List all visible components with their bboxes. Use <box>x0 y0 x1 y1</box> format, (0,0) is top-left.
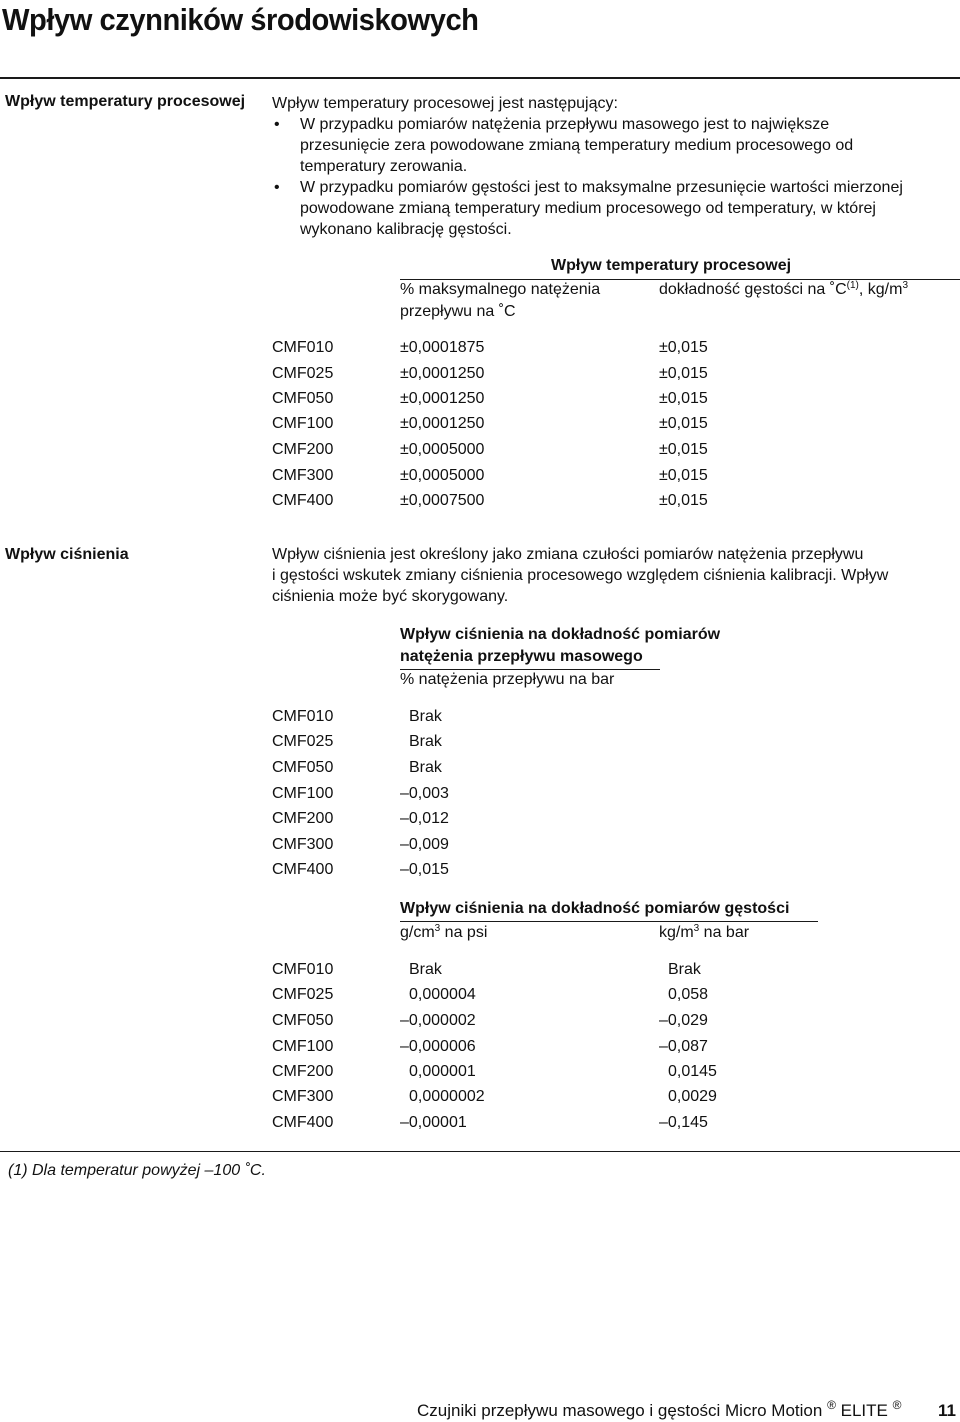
table-cell-value: –0,015 <box>400 861 449 878</box>
temperature-section-label: Wpływ temperatury procesowej <box>5 93 246 110</box>
table-cell-model: CMF200 <box>272 1063 334 1080</box>
pressure-description-line2: i gęstości wskutek zmiany ciśnienia procesowego względem ciśnienia kalibracji. Wpływ <box>272 567 889 584</box>
unit-exponent: 3 <box>902 280 909 291</box>
temperature-table-col-density-header <box>659 281 908 299</box>
table-cell-density: ±0,015 <box>659 467 708 484</box>
pressure-flow-table-rule <box>400 669 660 670</box>
table-cell-model: CMF200 <box>272 441 334 458</box>
pressure-density-table-title: Wpływ ciśnienia na dokładność pomiarów gęstości <box>400 900 790 917</box>
footnote-ref: (1) <box>846 280 859 291</box>
temperature-table-rule <box>400 279 960 280</box>
table-cell-kgm: 0,0029 <box>668 1088 717 1105</box>
table-cell-gcm: 0,000001 <box>409 1063 476 1080</box>
table-cell-density: ±0,015 <box>659 441 708 458</box>
pressure-flow-table-col-header: % natężenia przepływu na bar <box>400 671 615 688</box>
footer-text: Czujniki przepływu masowego i gęstości Micro Motion <box>417 1401 823 1420</box>
page-title: Wpływ czynników środowiskowych <box>2 2 479 37</box>
temperature-table-col-density-text: dokładność gęstości na ˚C <box>659 281 847 298</box>
table-cell-density: ±0,015 <box>659 339 708 356</box>
table-cell-flow: ±0,0007500 <box>400 492 485 509</box>
table-cell-value: Brak <box>409 708 442 725</box>
table-cell-model: CMF100 <box>272 415 334 432</box>
table-cell-flow: ±0,0005000 <box>400 467 485 484</box>
table-cell-kgm: –0,145 <box>659 1114 708 1131</box>
table-cell-gcm: 0,0000002 <box>409 1088 485 1105</box>
temperature-bullet-list <box>272 114 932 240</box>
table-cell-flow: ±0,0001250 <box>400 365 485 382</box>
pressure-density-col-gcm-header <box>400 924 487 942</box>
table-cell-model: CMF010 <box>272 961 334 978</box>
temperature-description <box>272 93 932 240</box>
table-cell-gcm: –0,000006 <box>400 1038 476 1055</box>
table-cell-density: ±0,015 <box>659 415 708 432</box>
table-cell-model: CMF025 <box>272 986 334 1003</box>
table-cell-value: Brak <box>409 733 442 750</box>
table-cell-model: CMF100 <box>272 785 334 802</box>
page-footer <box>417 1398 902 1421</box>
temperature-bullet-density: • W przypadku pomiarów gęstości jest to maksymalne przesunięcie wartości mierzonej powodowane zmianą temperatury medium procesowego od temperatury, w której wykonano kalibrację gęstości. <box>272 177 932 240</box>
pressure-description-line3: ciśnienia może być skorygowany. <box>272 588 509 605</box>
table-cell-model: CMF025 <box>272 365 334 382</box>
table-cell-model: CMF050 <box>272 390 334 407</box>
table-cell-model: CMF010 <box>272 708 334 725</box>
table-cell-model: CMF300 <box>272 836 334 853</box>
table-cell-kgm: Brak <box>668 961 701 978</box>
table-cell-model: CMF400 <box>272 861 334 878</box>
table-cell-gcm: 0,000004 <box>409 986 476 1003</box>
registered-mark: ® <box>892 1398 902 1412</box>
table-cell-value: –0,012 <box>400 810 449 827</box>
table-cell-model: CMF200 <box>272 810 334 827</box>
table-cell-gcm: –0,00001 <box>400 1114 467 1131</box>
pressure-description-line1: Wpływ ciśnienia jest określony jako zmiana czułości pomiarów natężenia przepływu <box>272 546 864 563</box>
footnote-rule <box>0 1151 960 1152</box>
table-cell-value: –0,009 <box>400 836 449 853</box>
table-cell-gcm: Brak <box>409 961 442 978</box>
unit-exponent: 3 <box>693 923 700 934</box>
page-number: 11 <box>938 1401 956 1420</box>
table-cell-flow: ±0,0001875 <box>400 339 485 356</box>
unit-exponent: 3 <box>434 923 441 934</box>
temperature-table-col-flow-header-line1: % maksymalnego natężenia <box>400 281 601 298</box>
table-cell-model: CMF025 <box>272 733 334 750</box>
unit-text: na psi <box>440 924 488 941</box>
footnote: (1) Dla temperatur powyżej –100 ˚C. <box>8 1162 266 1179</box>
table-cell-model: CMF400 <box>272 1114 334 1131</box>
table-cell-value: Brak <box>409 759 442 776</box>
temperature-table-col-flow-header-line2: przepływu na ˚C <box>400 303 516 320</box>
title-rule <box>0 77 960 79</box>
footer-brand: ELITE <box>840 1401 888 1420</box>
temperature-table-col-density-unit: , kg/m <box>858 281 903 298</box>
table-cell-model: CMF400 <box>272 492 334 509</box>
table-cell-flow: ±0,0001250 <box>400 415 485 432</box>
table-cell-kgm: 0,058 <box>668 986 709 1003</box>
registered-mark: ® <box>827 1398 836 1412</box>
temperature-table-title: Wpływ temperatury procesowej <box>551 257 792 274</box>
pressure-density-table-rule <box>400 921 818 922</box>
unit-text: na bar <box>699 924 750 941</box>
table-cell-model: CMF050 <box>272 1012 334 1029</box>
unit-text: g/cm <box>400 924 435 941</box>
unit-text: kg/m <box>659 924 694 941</box>
pressure-flow-table-title-line1: Wpływ ciśnienia na dokładność pomiarów <box>400 626 721 643</box>
table-cell-kgm: 0,0145 <box>668 1063 717 1080</box>
table-cell-model: CMF010 <box>272 339 334 356</box>
table-cell-model: CMF300 <box>272 1088 334 1105</box>
table-cell-gcm: –0,000002 <box>400 1012 476 1029</box>
table-cell-kgm: –0,029 <box>659 1012 708 1029</box>
table-cell-flow: ±0,0001250 <box>400 390 485 407</box>
table-cell-kgm: –0,087 <box>659 1038 708 1055</box>
table-cell-model: CMF100 <box>272 1038 334 1055</box>
pressure-section-label: Wpływ ciśnienia <box>5 546 129 563</box>
table-cell-flow: ±0,0005000 <box>400 441 485 458</box>
pressure-flow-table-title-line2: natężenia przepływu masowego <box>400 648 643 665</box>
table-cell-value: –0,003 <box>400 785 449 802</box>
table-cell-density: ±0,015 <box>659 390 708 407</box>
temperature-bullet-flow: • W przypadku pomiarów natężenia przepływu masowego jest to największe przesunięcie zera powodowane zmianą temperatury medium procesowego od temperatury zerowania. <box>272 114 900 177</box>
pressure-density-col-kgm-header <box>659 924 749 942</box>
temperature-intro: Wpływ temperatury procesowej jest następujący: <box>272 95 618 112</box>
table-cell-density: ±0,015 <box>659 492 708 509</box>
table-cell-density: ±0,015 <box>659 365 708 382</box>
table-cell-model: CMF050 <box>272 759 334 776</box>
table-cell-model: CMF300 <box>272 467 334 484</box>
